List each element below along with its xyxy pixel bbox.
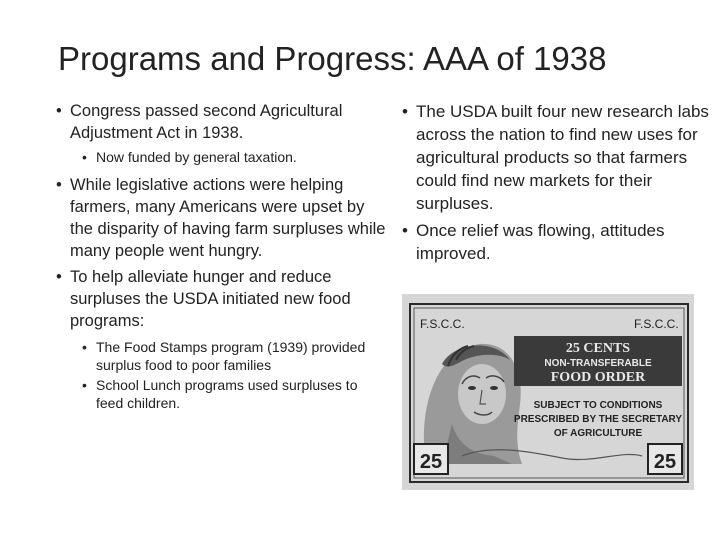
stamp-banner-line2: NON-TRANSFERABLE	[544, 358, 652, 369]
bullet	[56, 266, 386, 332]
bullet-dot: •	[56, 176, 62, 194]
sub-bullet-text: The Food Stamps program (1939) provided surplus food to poor families	[96, 339, 366, 373]
bullet-text: The USDA built four new research labs across the nation to find new uses for agricultural products so that farmers could find new markets for their surpluses.	[416, 102, 709, 213]
stamp-denomination-left-text: 25	[419, 451, 443, 473]
bullet-dot: •	[56, 268, 62, 286]
bullet-dot: •	[82, 149, 87, 165]
food-stamp-image	[402, 294, 694, 490]
stamp-condition-line1: SUBJECT TO CONDITIONS	[533, 400, 663, 411]
bullet	[56, 174, 386, 262]
slide-title: Programs and Progress: AAA of 1938	[58, 40, 607, 77]
stamp-right-header: F.S.C.C.	[634, 317, 679, 331]
stamp-left-header: F.S.C.C.	[420, 317, 465, 331]
stamp-condition-line2: PRESCRIBED BY THE SECRETARY	[513, 414, 683, 425]
stamp-banner-line3: FOOD ORDER	[550, 370, 646, 385]
sub-bullet	[56, 338, 386, 374]
left-column	[56, 100, 386, 420]
right-column	[402, 100, 712, 269]
bullet-text: While legislative actions were helping farmers, many Americans were upset by the disparity of having farm surpluses while many people went hungry.	[70, 176, 386, 260]
sub-bullet-text: Now funded by general taxation.	[96, 149, 297, 165]
bullet-dot: •	[82, 377, 87, 393]
bullet-text: To help alleviate hunger and reduce surpluses the USDA initiated new food programs:	[70, 268, 351, 330]
stamp-banner-line1: 25 CENTS	[565, 341, 631, 356]
bullet-dot: •	[402, 221, 408, 240]
stamp-denomination-right	[648, 444, 682, 474]
sub-bullet-text: School Lunch programs used surpluses to feed children.	[96, 377, 358, 411]
stamp-condition-line3: OF AGRICULTURE	[553, 428, 643, 439]
food-stamp-graphic	[402, 294, 694, 490]
bullet-dot: •	[56, 102, 62, 120]
stamp-denomination-left	[414, 444, 448, 474]
bullet	[402, 100, 712, 215]
sub-bullet	[56, 376, 386, 412]
stamp-banner	[514, 336, 682, 386]
bullet-dot: •	[82, 339, 87, 355]
bullet-dot: •	[402, 102, 408, 121]
bullet-text: Once relief was flowing, attitudes improved.	[416, 221, 665, 263]
bullet-text: Congress passed second Agricultural Adjustment Act in 1938.	[70, 102, 343, 142]
sub-bullet	[56, 148, 386, 166]
bullet	[402, 219, 712, 265]
stamp-denomination-right-text: 25	[653, 451, 677, 473]
bullet	[56, 100, 386, 144]
